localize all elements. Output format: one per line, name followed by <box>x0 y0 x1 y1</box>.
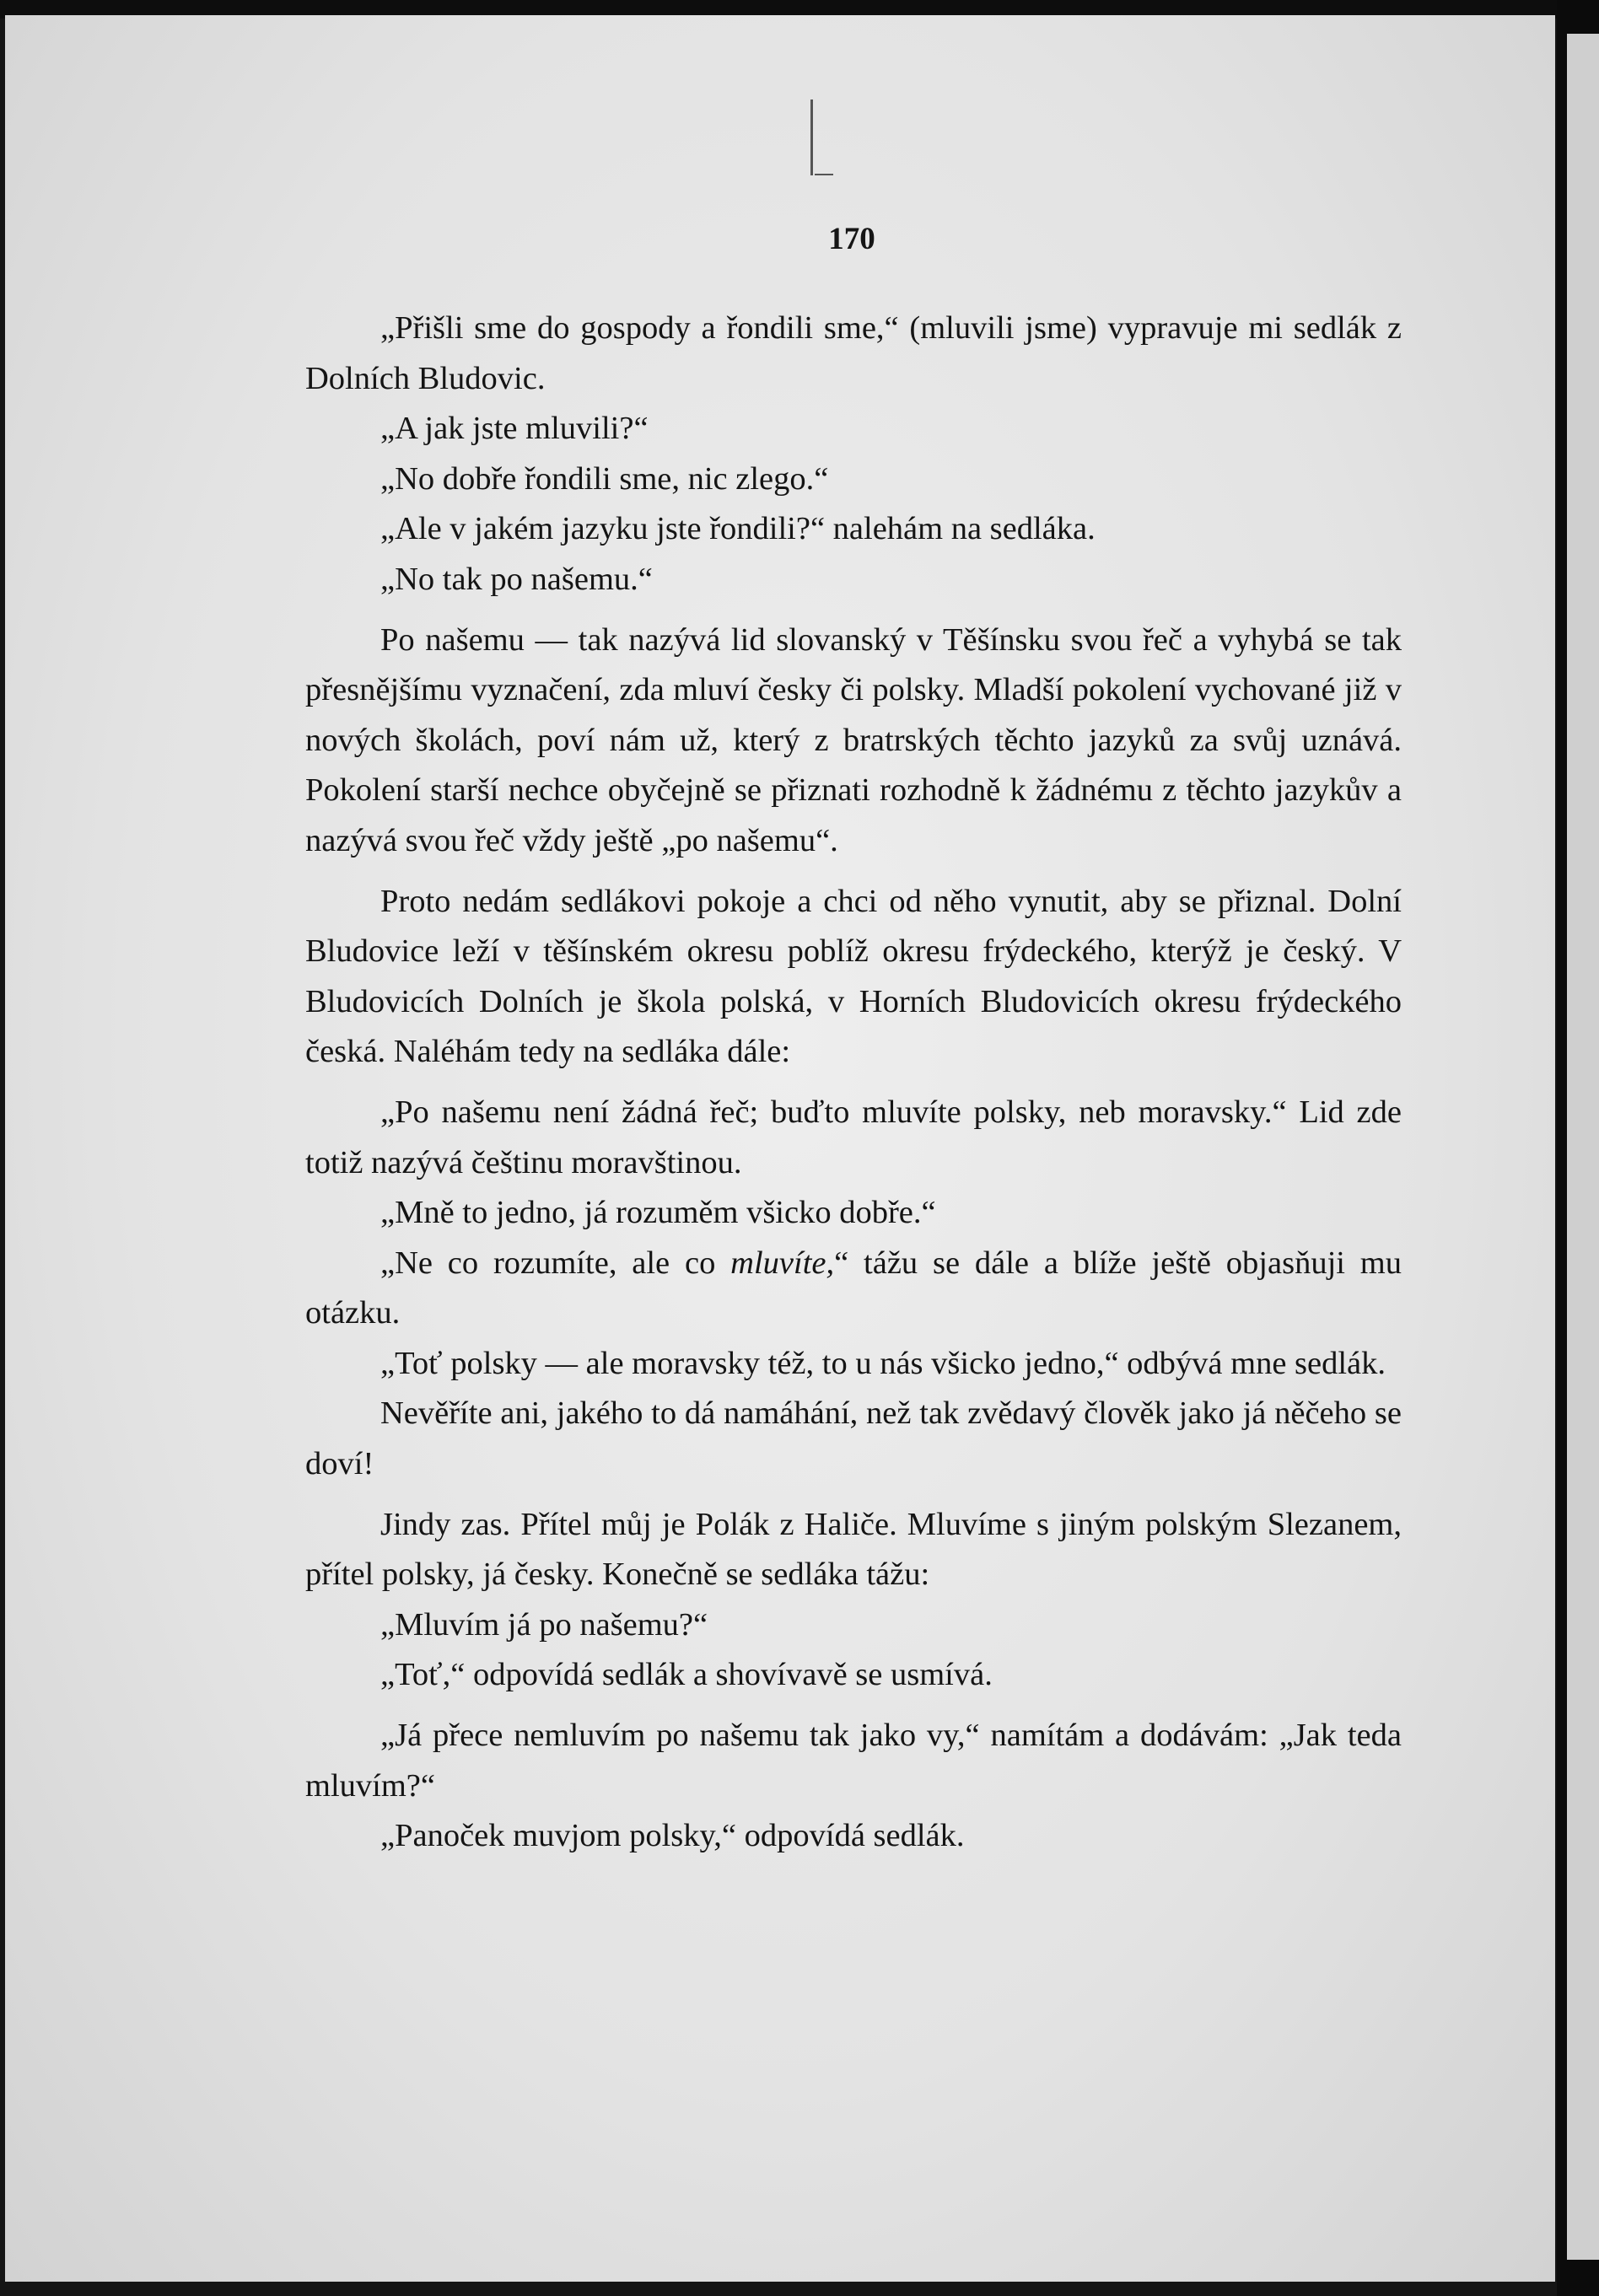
emphasis: mluvíte, <box>730 1245 835 1281</box>
paragraph: „Toť polsky — ale moravsky též, to u nás všicko jedno,“ odbývá mne sedlák. <box>380 1345 1386 1381</box>
adjacent-page-edge <box>1567 34 1599 2260</box>
paragraph: „Ale v jakém jazyku jste řondili?“ nalehám na sedláka. <box>380 511 1096 547</box>
paragraph: „Já přece nemluvím po našemu tak jako vy,“ namítám a dodávám: „Jak teda mluvím?“ <box>305 1718 1402 1804</box>
paragraph-text: “ tážu se dále a blíže ještě objasňuji mu otázku. <box>305 1245 1402 1331</box>
paragraph: „Panoček muvjom polsky,“ odpovídá sedlák. <box>380 1818 965 1854</box>
paragraph: „Mluvím já po našemu?“ <box>380 1606 708 1643</box>
paragraph: „No dobře řondili sme, nic zlego.“ <box>380 460 829 497</box>
paragraph: Jindy zas. Přítel můj je Polák z Haliče. Mluvíme s jiným polským Slezanem, přítel polsky, já česky. Konečně se sedláka tážu: <box>305 1506 1402 1593</box>
paragraph: „No tak po našemu.“ <box>380 561 653 597</box>
printing-mark <box>810 99 813 175</box>
paragraph: „Mně to jedno, já rozuměm všicko dobře.“ <box>380 1195 936 1231</box>
paragraph-text: „Ne co rozumíte, ale co <box>380 1245 731 1281</box>
paragraph: Nevěříte ani, jakého to dá namáhání, než tak zvědavý člověk jako já něčeho se doví! <box>305 1395 1402 1482</box>
paragraph <box>305 1239 1402 1339</box>
paragraph: Proto nedám sedlákovi pokoje a chci od něho vynutit, aby se přiznal. Dolní Bludovice leží v těšínském okresu poblíž okresu frýdeckého, kterýž je český. V Bludovicích Dolních je škola polská, v Horních Bludovicích okresu frýdeckého česká. Naléhám tedy na sedláka dále: <box>305 883 1402 1070</box>
paragraph: „Toť,“ odpovídá sedlák a shovívavě se usmívá. <box>380 1657 993 1693</box>
paragraph: „Po našemu není žádná řeč; buďto mluvíte polsky, neb moravsky.“ Lid zde totiž nazývá češtinu moravštinou. <box>305 1094 1402 1180</box>
paragraph: „A jak jste mluvili?“ <box>380 411 649 447</box>
printing-mark <box>815 174 833 175</box>
paragraph: Po našemu — tak nazývá lid slovanský v Těšínsku svou řeč a vyhybá se tak přesnějšímu vyznačení, zda mluví česky či polsky. Mladší pokolení vychované již v nových školách, poví nám už, který z bratrských těchto jazyků za svůj uznává. Pokolení starší nechce obyčejně se přiznati rozhodně k žádnému z těchto jazykův a nazývá svou řeč vždy ještě „po našemu“. <box>305 621 1402 858</box>
body-text <box>305 304 1402 1862</box>
paragraph: „Přišli sme do gospody a řondili sme,“ (mluvili jsme) vypravuje mi sedlák z Dolních Bludovic. <box>305 310 1402 396</box>
page-number: 170 <box>828 222 875 256</box>
